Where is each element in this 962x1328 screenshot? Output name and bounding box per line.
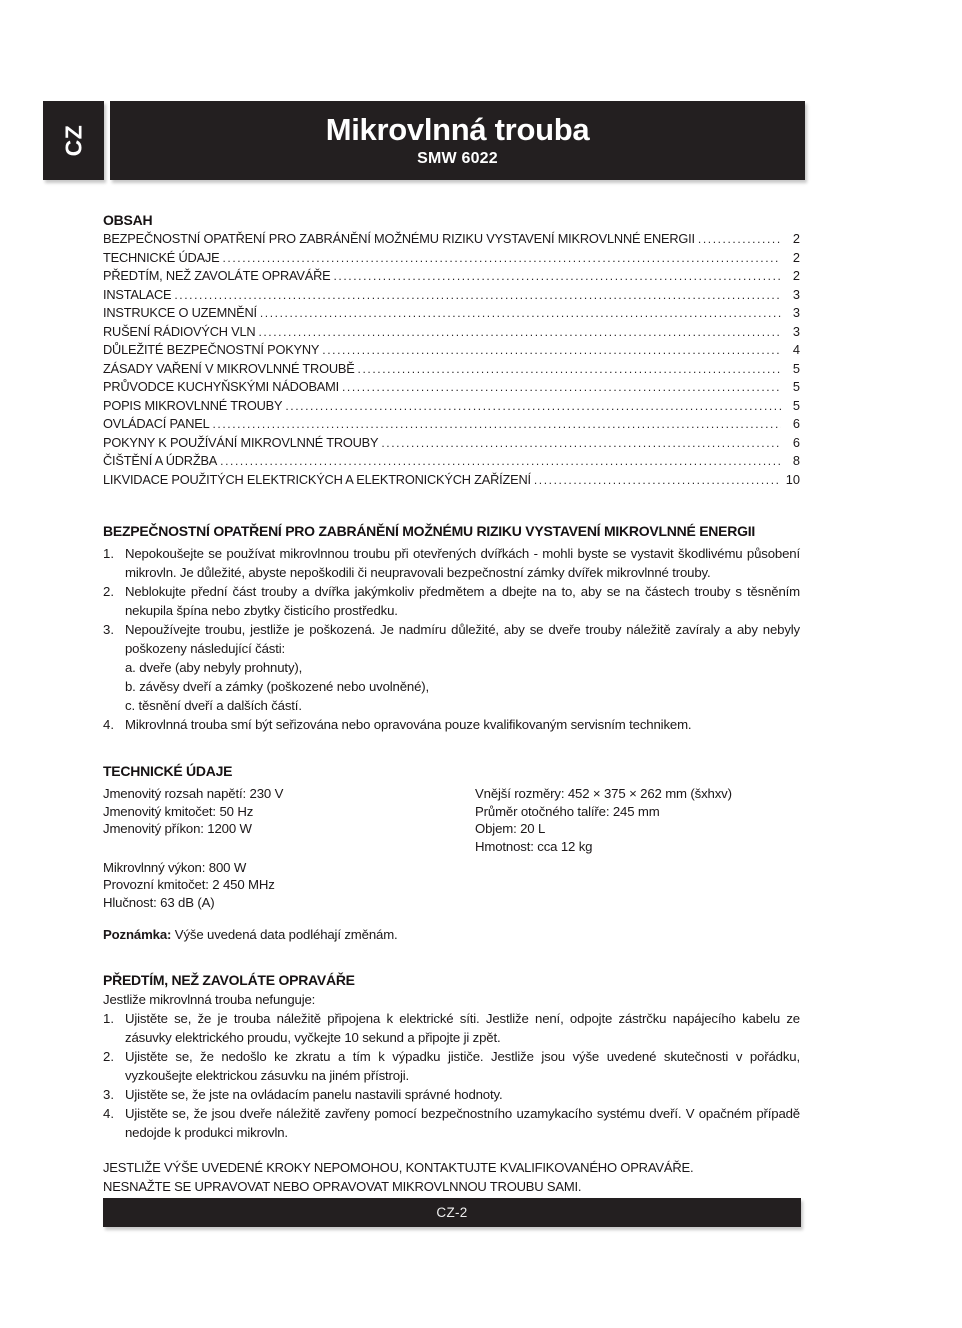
model-number: SMW 6022	[417, 150, 498, 167]
safety-section	[103, 522, 800, 734]
list-item-text: Ujistěte se, že jsou dveře náležitě zavřeny pomocí bezpečnostního uzamykacího systému dveří. V opačném případě nedojde k produkci mikrovln.	[125, 1106, 800, 1140]
list-item	[103, 544, 800, 582]
safety-heading: BEZPEČNOSTNÍ OPATŘENÍ PRO ZABRÁNĚNÍ MOŽNÉMU RIZIKU VYSTAVENÍ MIKROVLNNÉ ENERGII	[103, 523, 756, 539]
list-item-text: Nepokoušejte se používat mikrovlnnou troubu při otevřených dvířkách - mohli byste se vystavit škodlivému působení mikrovln. Je důležité, abyste nepoškodili či neupravovali bezpečnostní zámky dvířek mikrovlnné trouby.	[125, 546, 800, 580]
list-item-number: 3.	[103, 1087, 114, 1102]
note-label: Poznámka:	[103, 927, 172, 942]
toc-dot-leader	[222, 250, 781, 268]
toc-dot-leader	[258, 324, 781, 342]
toc-entry-label: POKYNY K POUŽÍVÁNÍ MIKROVLNNÉ TROUBY	[103, 434, 379, 450]
technical-data-columns	[103, 785, 800, 911]
toc-dot-leader	[220, 453, 781, 471]
toc-entry-label: ZÁSADY VAŘENÍ V MIKROVLNNÉ TROUBĚ	[103, 360, 355, 376]
toc-entry-label: ČIŠTĚNÍ A ÚDRŽBA	[103, 453, 218, 468]
list-item	[103, 582, 800, 620]
toc-dot-leader	[342, 379, 781, 397]
page-title: Mikrovlnná trouba	[325, 112, 590, 147]
tech-spec: Jmenovitý rozsah napětí: 230 V	[103, 786, 284, 801]
list-item-number: 3.	[103, 622, 114, 637]
tech-left-column	[103, 785, 475, 911]
tech-spec: Provozní kmitočet: 2 450 MHz	[103, 877, 275, 892]
warning-lines	[103, 1159, 800, 1196]
toc-dot-leader	[213, 416, 782, 434]
language-tab	[43, 101, 104, 180]
sub-item: c. těsnění dveří a dalších částí.	[125, 698, 302, 713]
footer-page-number: CZ-2	[436, 1205, 468, 1220]
list-item-text: Nepoužívejte troubu, jestliže je poškozená. Je nadmíru důležité, aby se dveře trouby náležitě zavíraly a aby nebyly poškozeny následující části:	[125, 622, 800, 656]
toc-entry-label: OVLÁDACÍ PANEL	[103, 416, 210, 431]
tech-right-column	[475, 785, 800, 911]
tech-spec: Jmenovitý příkon: 1200 W	[103, 821, 252, 836]
list-item-number: 2.	[103, 584, 114, 599]
list-item-text: Mikrovlnná trouba smí být seřizována nebo opravována pouze kvalifikovaným servisním technikem.	[125, 717, 692, 732]
list-item	[103, 1085, 800, 1104]
toc-entry	[103, 434, 800, 453]
toc-heading: OBSAH	[103, 212, 153, 228]
toc-entry	[103, 286, 800, 305]
toc-dot-leader	[534, 472, 781, 490]
toc-entry	[103, 304, 800, 323]
toc-entry-label: PŘEDTÍM, NEŽ ZAVOLÁTE OPRAVÁŘE	[103, 268, 331, 283]
toc-entry-page: 6	[792, 416, 800, 431]
list-item	[103, 1104, 800, 1142]
list-item-number: 1.	[103, 1011, 114, 1026]
tech-spec: Mikrovlnný výkon: 800 W	[103, 859, 247, 875]
toc-entry-label: LIKVIDACE POUŽITÝCH ELEKTRICKÝCH A ELEKTRONICKÝCH ZAŘÍZENÍ	[103, 471, 531, 487]
list-item-number: 2.	[103, 1049, 114, 1064]
toc-entry-page: 3	[792, 323, 800, 339]
title-bar	[110, 101, 805, 180]
toc-entry	[103, 452, 800, 471]
toc-entry	[103, 471, 800, 490]
toc-entry-label: POPIS MIKROVLNNÉ TROUBY	[103, 397, 283, 413]
toc-dot-leader	[381, 435, 781, 453]
toc-entry-page: 8	[792, 453, 800, 468]
toc-entry	[103, 360, 800, 379]
warning-line: NESNAŽTE SE UPRAVOVAT NEBO OPRAVOVAT MIKROVLNNOU TROUBU SAMI.	[103, 1178, 582, 1194]
spacer	[103, 838, 475, 859]
toc-entry-label: INSTALACE	[103, 286, 172, 302]
toc-entry-page: 2	[792, 231, 800, 246]
safety-list	[103, 544, 800, 734]
toc-entry	[103, 267, 800, 286]
toc-entry-page: 5	[792, 397, 800, 413]
toc-entry	[103, 341, 800, 360]
list-item-text: Ujistěte se, že jste na ovládacím panelu nastavili správné hodnoty.	[125, 1087, 503, 1102]
before-service-section	[103, 971, 800, 1196]
note	[103, 925, 800, 944]
list-item	[103, 1047, 800, 1085]
before-service-heading: PŘEDTÍM, NEŽ ZAVOLÁTE OPRAVÁŘE	[103, 972, 355, 988]
toc-entry-label: RUŠENÍ RÁDIOVÝCH VLN	[103, 323, 256, 339]
tech-spec: Vnější rozměry: 452 × 375 × 262 mm (šxhxv)	[475, 786, 732, 801]
toc-entry-page: 10	[785, 471, 800, 487]
list-item	[103, 715, 800, 734]
list-item-text: Neblokujte přední část trouby a dvířka jakýmkoliv předmětem a dbejte na to, aby se na částech trouby s těsněním nekupila špína nebo zbytky čisticího prostředku.	[125, 584, 800, 618]
before-service-intro: Jestliže mikrovlnná trouba nefunguje:	[103, 992, 316, 1007]
toc-entry	[103, 249, 800, 268]
toc-dot-leader	[333, 268, 781, 286]
list-item-number: 4.	[103, 717, 114, 732]
list-item-text: Ujistěte se, že je trouba náležitě připojena k elektrické síti. Jestliže není, odpojte zástrčku napájecího kabelu ze zásuvky elektrického proudu, vyčkejte 10 sekund a připojte ji zpět.	[125, 1011, 800, 1045]
technical-data-heading: TECHNICKÉ ÚDAJE	[103, 763, 233, 779]
footer-bar	[103, 1198, 801, 1227]
toc-entry-label: DŮLEŽITÉ BEZPEČNOSTNÍ POKYNY	[103, 342, 320, 357]
toc-entry-page: 2	[792, 268, 800, 283]
toc-entry	[103, 230, 800, 249]
toc-entry	[103, 415, 800, 434]
before-service-list	[103, 1009, 800, 1142]
toc-entry-label: TECHNICKÉ ÚDAJE	[103, 249, 220, 265]
toc-section	[103, 211, 800, 489]
tech-spec: Objem: 20 L	[475, 821, 546, 836]
toc-entry-label: PRŮVODCE KUCHYŇSKÝMI NÁDOBAMI	[103, 379, 339, 394]
tech-spec: Hmotnost: cca 12 kg	[475, 838, 593, 854]
language-tab-label: CZ	[59, 124, 86, 157]
toc-entry	[103, 323, 800, 342]
technical-data-section	[103, 762, 800, 944]
list-item-number: 4.	[103, 1106, 114, 1121]
toc-entry-label: BEZPEČNOSTNÍ OPATŘENÍ PRO ZABRÁNĚNÍ MOŽNÉMU RIZIKU VYSTAVENÍ MIKROVLNNÉ ENERGII	[103, 231, 695, 246]
toc-entry-label: INSTRUKCE O UZEMNĚNÍ	[103, 305, 257, 320]
toc-entry-page: 3	[792, 286, 800, 302]
list-item	[103, 1009, 800, 1047]
toc-dot-leader	[285, 398, 781, 416]
toc-entry-page: 2	[792, 249, 800, 265]
toc-dot-leader	[698, 231, 781, 249]
toc-entry	[103, 397, 800, 416]
toc-entry	[103, 378, 800, 397]
toc-dot-leader	[260, 305, 781, 323]
warning-line: JESTLIŽE VÝŠE UVEDENÉ KROKY NEPOMOHOU, KONTAKTUJTE KVALIFIKOVANÉHO OPRAVÁŘE.	[103, 1160, 694, 1175]
tech-spec: Jmenovitý kmitočet: 50 Hz	[103, 803, 254, 819]
toc-entry-page: 6	[792, 434, 800, 450]
toc-entry-page: 4	[792, 342, 800, 357]
tech-spec: Hlučnost: 63 dB (A)	[103, 894, 215, 910]
list-item-number: 1.	[103, 546, 114, 561]
toc-list	[103, 230, 800, 489]
list-item	[103, 620, 800, 715]
tech-spec: Průměr otočného talíře: 245 mm	[475, 803, 660, 819]
toc-entry-page: 5	[792, 360, 800, 376]
toc-dot-leader	[322, 342, 781, 360]
toc-entry-page: 5	[792, 379, 800, 394]
toc-dot-leader	[358, 361, 781, 379]
toc-dot-leader	[174, 287, 781, 305]
note-text: Výše uvedená data podléhají změnám.	[171, 927, 398, 942]
sub-item: b. závěsy dveří a zámky (poškozené nebo uvolněné),	[125, 679, 430, 694]
toc-entry-page: 3	[792, 305, 800, 320]
list-item-text: Ujistěte se, že nedošlo ke zkratu a tím k výpadku jističe. Jestliže jsou výše uvedené skutečnosti v pořádku, vyzkoušejte elektrickou zásuvku na jiném přístroji.	[125, 1049, 800, 1083]
sub-item: a. dveře (aby nebyly prohnuty),	[125, 660, 303, 675]
